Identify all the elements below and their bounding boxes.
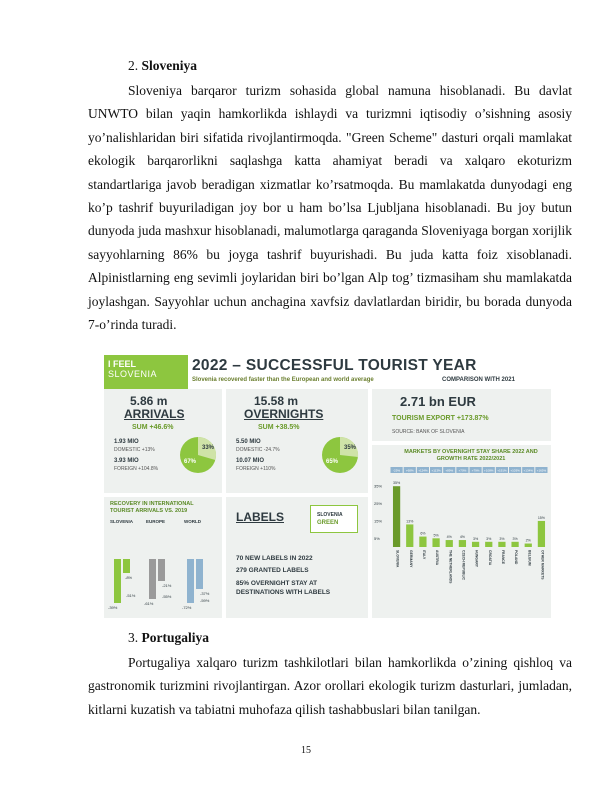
overnights-pie-small: 35% [344, 445, 357, 451]
overnights-foreign-value: 10.07 MIO [236, 458, 265, 464]
recovery-value: -39% [108, 605, 118, 610]
market-category-label: GERMANY [408, 550, 413, 568]
arrivals-panel [104, 389, 222, 493]
markets-bar-chart [372, 467, 551, 618]
recovery-bar-world-2021 [187, 559, 194, 603]
market-value-label: 4% [446, 535, 452, 540]
growth-rate-label: +165% [536, 468, 547, 473]
growth-rate-label: +89% [445, 468, 454, 473]
export-value: 2.71 bn EUR [400, 394, 476, 409]
y-tick-label: 25% [374, 501, 383, 507]
market-category-label: CZECH REPUBLIC [461, 550, 466, 580]
markets-panel [372, 445, 551, 618]
growth-rate-label: +134% [523, 468, 533, 473]
comparison-note: COMPARISON WITH 2021 [442, 377, 515, 383]
page-number: 15 [301, 745, 311, 756]
market-category-label: HUNGARY [474, 550, 479, 568]
logo-line-1: I FEEL [108, 359, 137, 369]
overnights-domestic-value: 5.50 MIO [236, 439, 261, 445]
labels-line-2: 279 GRANTED LABELS [236, 567, 309, 574]
export-source: SOURCE: BANK OF SLOVENIA [392, 429, 465, 435]
market-category-label: THE NETHERLANDS [448, 550, 453, 584]
arrivals-domestic-value: 1.93 MIO [114, 439, 139, 445]
overnights-value: 15.58 m [254, 394, 299, 408]
market-bar [538, 521, 545, 547]
market-bar [419, 537, 426, 547]
market-bar [446, 540, 453, 547]
market-bar [511, 542, 518, 547]
market-bar [525, 544, 532, 547]
arrivals-domestic-label: DOMESTIC +13% [114, 447, 155, 453]
market-bar [485, 542, 492, 547]
recovery-group-europe: EUROPE [146, 519, 166, 524]
market-bar [472, 542, 479, 547]
recovery-value: -72% [182, 605, 192, 610]
market-value-label: 3% [472, 536, 479, 541]
market-value-label: 3% [486, 536, 492, 541]
recovery-value: -8% [125, 575, 133, 580]
overnights-panel [226, 389, 368, 493]
recovery-bar-slovenia-2021 [114, 559, 121, 603]
slovenia-paragraph: Sloveniya barqaror turizm sohasida global namuna hisoblanadi. Bu davlat UNWTO bilan yaqin hamkorlikda ishlaydi va turizmni iqtisodiy o’sishning asosiy yo’nalishlaridan biri sifatida rivojlantirmoqda. "Green Scheme" dasturi orqali mamlakat ekologik barqarorlikni saqlashga katta ahamiyat beradi va xalqaro ekoturizm standartlariga javob beradigan xizmatlar ko’rsatmoqda. Bu mamlakatda dunyodagi eng ko’p tashrif buyuriladigan joy bor u ham bo’lsa Ljubljana hisoblanadi. Bu joy butun dunyoda juda mashxur hisoblanadi, malumotlarga qaraganda Sloveniyaga borgan xorijlik sayyohlarning 86% bu joyga tashrif buyurishadi. Bu juda katta foiz xisoblanadi. Alpinistlarning eng sevimli joylaridan biri bo’lgan Alp tog’ tizmasiham shu mamlakatda joylashgan. Sayyohlar uchun anchagina xavfsiz davlatlardan biridir, bu borada dunyoda 7-o’rinda turadi. [88, 83, 572, 333]
market-bar [406, 524, 413, 547]
labels-line-3: 85% OVERNIGHT STAY AT DESTINATIONS WITH LABELS [236, 580, 331, 596]
tourism-infographic [104, 355, 551, 618]
market-value-label: 5% [433, 533, 439, 538]
y-tick-label: 5% [374, 535, 380, 541]
growth-rate-label: +68% [405, 468, 414, 473]
market-value-label: 4% [459, 535, 466, 540]
growth-rate-label: +108% [484, 468, 494, 473]
overnights-label: OVERNIGHTS [244, 407, 324, 421]
badge-line-2: GREEN [317, 520, 339, 526]
recovery-group-world: WORLD [184, 519, 201, 524]
market-category-label: OTHER MARKETS [540, 550, 545, 580]
overnights-sum: SUM +38.5% [258, 424, 300, 431]
recovery-group-slovenia: SLOVENIA [110, 519, 134, 524]
market-category-label: FRANCE [500, 550, 505, 565]
market-bar [432, 538, 439, 547]
slovenia-green-badge [310, 505, 358, 533]
overnights-pie-chart [320, 435, 360, 475]
market-category-label: ITALY [421, 550, 426, 560]
arrivals-label: ARRIVALS [124, 407, 185, 421]
market-category-label: CROATIA [487, 550, 492, 566]
growth-rate-label: +124% [418, 468, 428, 473]
market-bar [393, 486, 400, 547]
infographic-title: 2022 – SUCCESSFUL TOURIST YEAR [192, 357, 477, 374]
markets-title: MARKETS BY OVERNIGHT STAY SHARE 2022 AND GROWTH RATE 2022/2021 [404, 449, 538, 462]
recovery-value: -59% [200, 598, 210, 603]
growth-rate-label: +79% [471, 468, 480, 473]
market-bar [459, 540, 466, 547]
market-category-label: BELGIUM [527, 550, 532, 566]
logo-line-2: SLOVENIA [108, 369, 158, 379]
export-label: TOURISM EXPORT +173.87% [392, 415, 489, 422]
labels-panel [226, 497, 368, 618]
market-value-label: 3% [499, 536, 505, 541]
recovery-value: -37% [200, 591, 210, 596]
market-value-label: 35% [392, 481, 401, 486]
market-category-label: SLOVENIA [395, 550, 400, 568]
recovery-title: RECOVERY IN INTERNATIONAL TOURIST ARRIVALS VS. 2019 [110, 501, 194, 514]
recovery-value: -51% [126, 593, 136, 598]
market-value-label: 3% [512, 536, 518, 541]
market-value-label: 13% [406, 519, 414, 524]
recovery-bar-europe-2021 [149, 559, 156, 599]
y-tick-label: 35% [374, 483, 383, 489]
growth-rate-label: -25% [393, 468, 401, 473]
market-value-label: 2% [525, 538, 531, 543]
arrivals-sum: SUM +46.6% [132, 424, 174, 431]
section-title: Sloveniya [141, 58, 198, 73]
market-value-label: 15% [537, 515, 546, 520]
recovery-value: -55% [162, 594, 172, 599]
overnights-pie-large: 65% [326, 459, 339, 465]
badge-line-1: SLOVENIA [317, 512, 343, 518]
recovery-bar-world-2022 [196, 559, 203, 589]
arrivals-foreign-value: 3.93 MIO [114, 458, 139, 464]
recovery-value: -61% [144, 601, 154, 606]
market-category-label: AUSTRIA [435, 550, 440, 566]
section-number: 3. [128, 630, 139, 645]
section-number: 2. [128, 58, 139, 73]
growth-rate-label: +103% [510, 468, 520, 473]
overnights-domestic-label: DOMESTIC -24.7% [236, 447, 280, 453]
section-title: Portugaliya [141, 630, 209, 645]
arrivals-pie-chart [178, 435, 218, 475]
arrivals-value: 5.86 m [130, 394, 168, 408]
growth-rate-label: +191% [497, 468, 507, 473]
labels-title: LABELS [236, 510, 284, 524]
export-panel [372, 389, 551, 441]
infographic-subtitle: Slovenia recovered faster than the European and world average [192, 377, 374, 383]
section-heading-portugal [128, 630, 209, 646]
arrivals-pie-small: 33% [202, 445, 215, 451]
arrivals-pie-large: 67% [184, 459, 197, 465]
labels-line-1: 70 NEW LABELS IN 2022 [236, 555, 313, 562]
recovery-value: -21% [162, 583, 172, 588]
market-bar [498, 542, 505, 547]
market-category-label: POLAND [514, 550, 519, 565]
overnights-foreign-label: FOREIGN +110% [236, 466, 276, 472]
portugal-paragraph: Portugaliya xalqaro turizm tashkilotlari bilan hamkorlikda o’zining qishloq va gastronomik turizmini rivojlantirgan. Azor orollari ekologik turizm dasturlari, jumladan, kitlarni kuzatish va tabiatni muhofaza qilish tashabbuslari bilan tanilgan. [88, 655, 572, 717]
recovery-bar-slovenia-2022 [123, 559, 130, 573]
recovery-bar-europe-2022 [158, 559, 165, 581]
growth-rate-label: +70% [458, 468, 467, 473]
arrivals-foreign-label: FOREIGN +104.8% [114, 466, 159, 472]
y-tick-label: 15% [374, 518, 383, 524]
recovery-panel [104, 497, 222, 618]
section-heading-slovenia [128, 58, 197, 74]
growth-rate-label: +113% [431, 468, 441, 473]
market-value-label: 6% [420, 531, 426, 536]
i-feel-slovenia-logo [104, 355, 188, 389]
